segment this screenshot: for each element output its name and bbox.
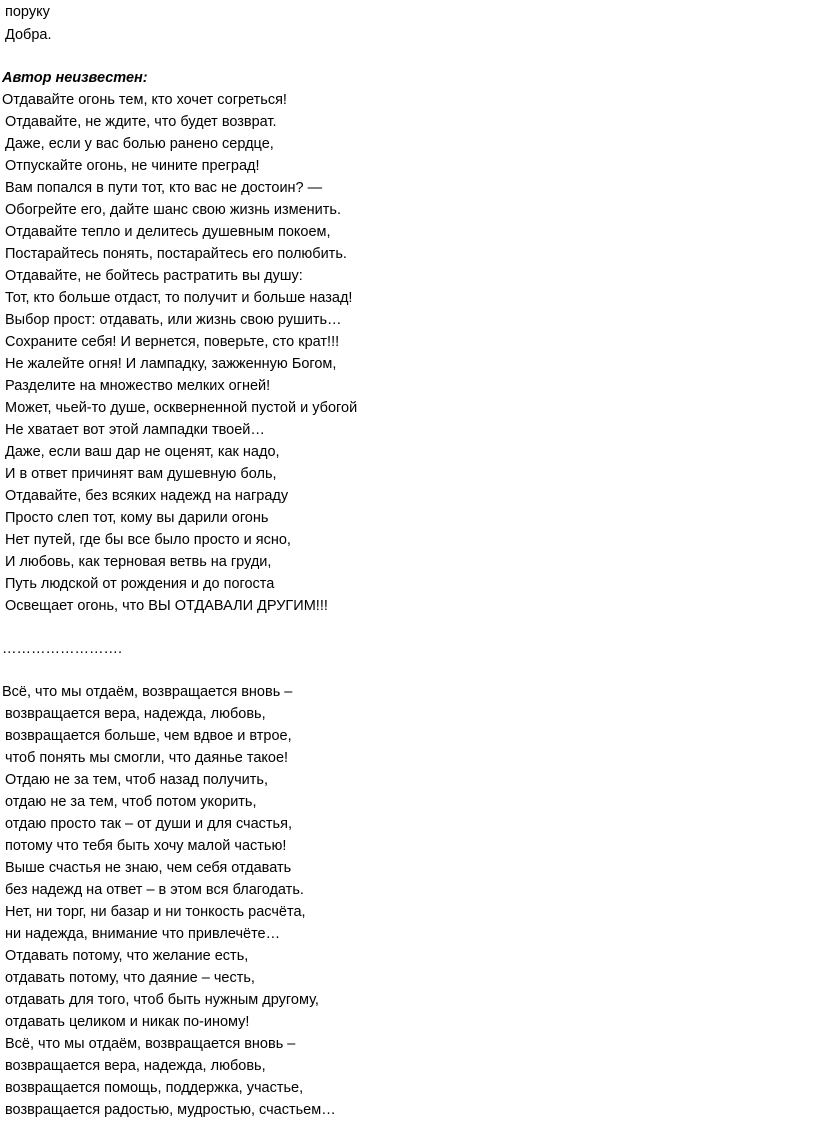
poem-line: Отдавайте, не бойтесь растратить вы душу: — [5, 268, 303, 284]
poem-line: отдавать целиком и никак по-иному! — [5, 1014, 250, 1030]
poem-line: Обогрейте его, дайте шанс свою жизнь изменить. — [5, 202, 341, 218]
poem-line: Вам попался в пути тот, кто вас не достоин? — — [5, 180, 323, 196]
poem-line: возвращается вера, надежда, любовь, — [5, 706, 266, 722]
poem-line: Тот, кто больше отдаст, то получит и больше назад! — [5, 290, 353, 306]
poem-line: Может, чьей-то душе, оскверненной пустой и убогой — [5, 400, 358, 416]
poem-line: возвращается помощь, поддержка, участье, — [5, 1080, 304, 1096]
poem-line: Отдавайте тепло и делитесь душевным покоем, — [5, 224, 331, 240]
poem-line: Отдаю не за тем, чтоб назад получить, — [5, 772, 269, 788]
poem-line: Путь людской от рождения и до погоста — [5, 576, 275, 592]
poem-line: возвращается радостью, мудростью, счастьем… — [5, 1102, 336, 1118]
intro-line: Добра. — [5, 27, 52, 43]
poem-line: Отдавайте, без всяких надежд на награду — [5, 488, 289, 504]
poem-line: И в ответ причинят вам душевную боль, — [5, 466, 277, 482]
poem-line: Нет, ни торг, ни базар и ни тонкость расчёта, — [5, 904, 306, 920]
poem-line: возвращается больше, чем вдвое и втрое, — [5, 728, 292, 744]
poem-line: Не хватает вот этой лампадки твоей… — [5, 422, 265, 438]
poem-author: Автор неизвестен: — [2, 70, 148, 86]
poem-line: без надежд на ответ – в этом вся благодать. — [5, 882, 304, 898]
poem-line: Отдавать потому, что желание есть, — [5, 948, 249, 964]
poem-line: отдавать потому, что даяние – честь, — [5, 970, 255, 986]
poem-line: Не жалейте огня! И лампадку, зажженную Богом, — [5, 356, 337, 372]
poem-line: Выше счастья не знаю, чем себя отдавать — [5, 860, 292, 876]
poem-line: Освещает огонь, что ВЫ ОТДАВАЛИ ДРУГИМ!!! — [5, 598, 328, 614]
poem-line: Отпускайте огонь, не чините преград! — [5, 158, 260, 174]
poem-line: Нет путей, где бы все было просто и ясно, — [5, 532, 291, 548]
poem-line: отдаю просто так – от души и для счастья, — [5, 816, 292, 832]
intro-line: поруку — [5, 4, 50, 20]
poem-line: Отдавайте, не ждите, что будет возврат. — [5, 114, 277, 130]
poem-line: возвращается вера, надежда, любовь, — [5, 1058, 266, 1074]
poem-line: Отдавайте огонь тем, кто хочет согреться! — [2, 92, 287, 108]
poem-line: потому что тебя быть хочу малой частью! — [5, 838, 287, 854]
poem-line: отдаю не за тем, чтоб потом укорить, — [5, 794, 257, 810]
poem-line: Всё, что мы отдаём, возвращается вновь – — [5, 1036, 296, 1052]
poem-line: И любовь, как терновая ветвь на груди, — [5, 554, 272, 570]
poem-line: Даже, если ваш дар не оценят, как надо, — [5, 444, 280, 460]
poem-line: чтоб понять мы смогли, что даянье такое! — [5, 750, 289, 766]
poem-line: Всё, что мы отдаём, возвращается вновь – — [2, 684, 293, 700]
section-separator: ……………………. — [2, 641, 123, 657]
poem-line: Даже, если у вас болью ранено сердце, — [5, 136, 274, 152]
poem-line: ни надежда, внимание что привлечёте… — [5, 926, 281, 942]
poem-line: Постарайтесь понять, постарайтесь его полюбить. — [5, 246, 347, 262]
poem-line: Просто слеп тот, кому вы дарили огонь — [5, 510, 269, 526]
poem-line: отдавать для того, чтоб быть нужным другому, — [5, 992, 319, 1008]
poem-line: Сохраните себя! И вернется, поверьте, сто крат!!! — [5, 334, 340, 350]
poem-line: Выбор прост: отдавать, или жизнь свою рушить… — [5, 312, 342, 328]
poem-line: Разделите на множество мелких огней! — [5, 378, 271, 394]
